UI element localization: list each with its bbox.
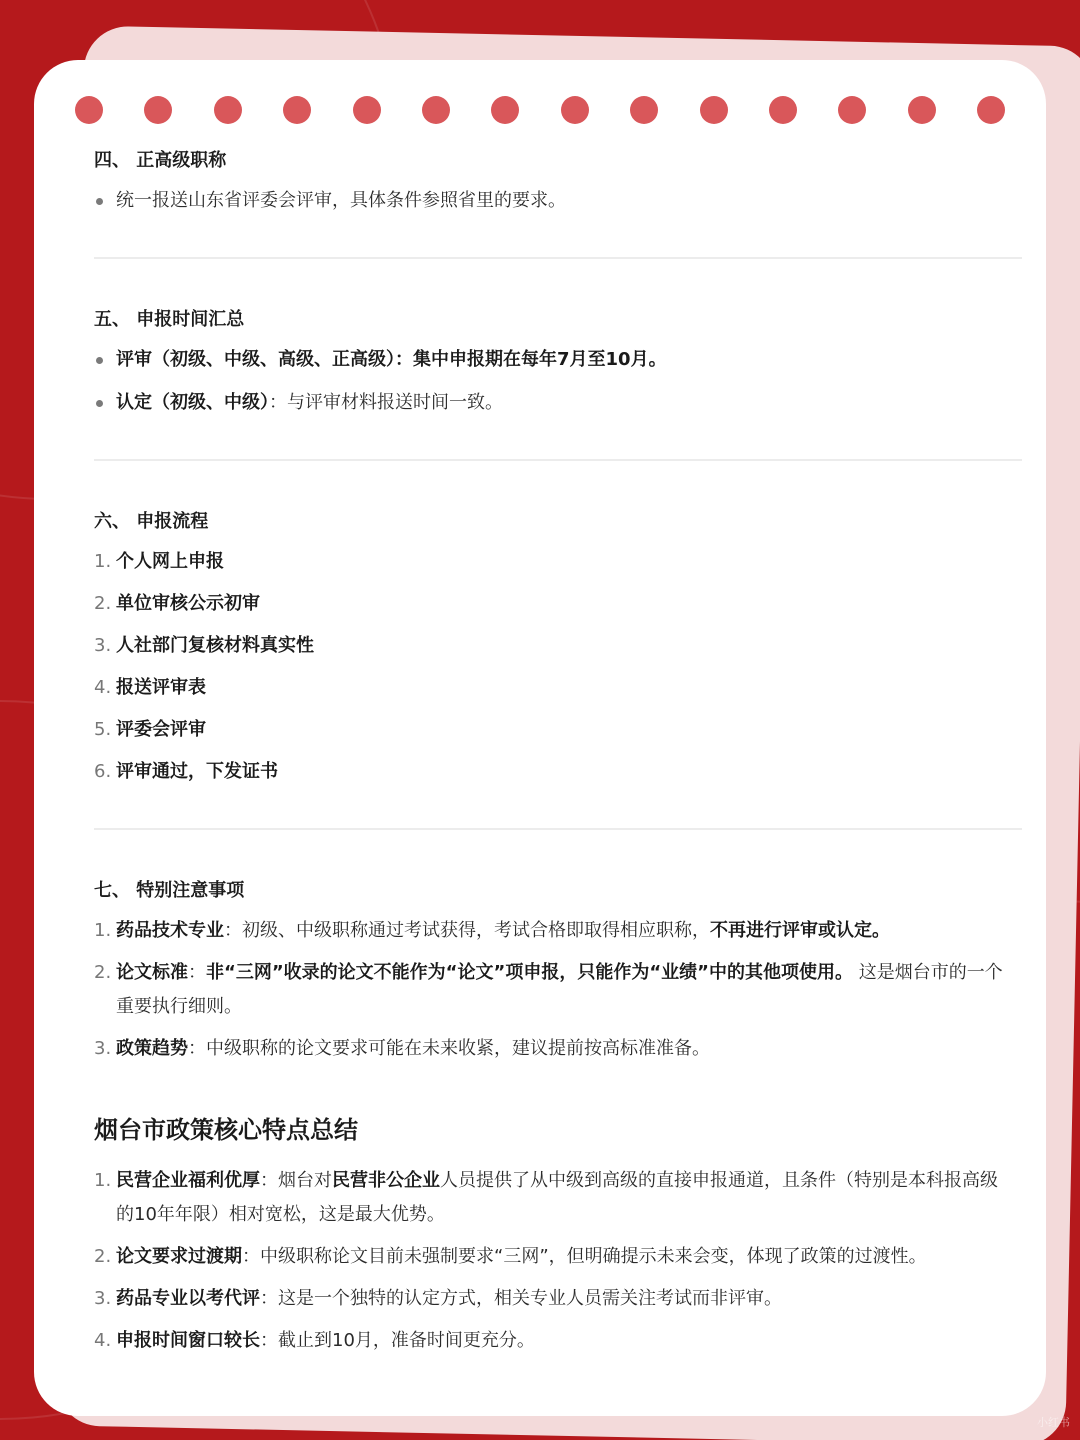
summary-item (94, 1282, 1014, 1316)
bold-text: 论文要求过渡期 (116, 1246, 242, 1267)
process-step (94, 671, 1014, 705)
plain-text: 这是烟台市的一个重要执行细则。 (116, 962, 1003, 1017)
watermark: 小红书 (1037, 1416, 1070, 1429)
section-5-bullet-2 (94, 386, 1014, 420)
process-step (94, 545, 1014, 579)
step-text: 人社部门复核材料真实性 (116, 635, 314, 656)
section-4-title: 四、 正高级职称 (94, 150, 227, 171)
item-number: 2. (94, 962, 112, 983)
binder-hole (491, 96, 519, 124)
plain-text: ：截止到10月，准备时间更充分。 (260, 1330, 535, 1351)
step-number: 4. (94, 677, 112, 698)
bold-text: 非“三网”收录的论文不能作为“论文”项申报，只能作为“业绩”中的其他项使用。 (206, 962, 853, 983)
bold-text: 申报时间窗口较长 (116, 1330, 260, 1351)
item-number: 1. (94, 1170, 112, 1191)
section-5-bullet-1 (94, 343, 1014, 377)
bullet-dot (96, 357, 103, 364)
summary-title: 烟台市政策核心特点总结 (94, 1116, 358, 1144)
divider (94, 828, 1022, 830)
step-number: 3. (94, 635, 112, 656)
notice-item (94, 956, 1014, 1024)
item-number: 1. (94, 920, 112, 941)
step-number: 6. (94, 761, 112, 782)
section-7-title: 七、 特别注意事项 (94, 880, 245, 901)
item-number: 3. (94, 1288, 112, 1309)
binder-hole (561, 96, 589, 124)
process-step (94, 629, 1014, 663)
summary-item (94, 1164, 1014, 1232)
notebook-card (34, 60, 1046, 1416)
step-number: 2. (94, 593, 112, 614)
plain-text: 人员提供了从中级到高级的直接申报通道，且条件（特别是本科报高级的10年年限）相对宽松，这是最大优势。 (116, 1170, 998, 1225)
bold-text: 论文标准 (116, 962, 188, 983)
binder-hole (75, 96, 103, 124)
step-number: 5. (94, 719, 112, 740)
divider (94, 459, 1022, 461)
bold-text: 民营非公企业 (332, 1170, 440, 1191)
bullet-text: 统一报送山东省评委会评审，具体条件参照省里的要求。 (116, 190, 566, 211)
item-number: 4. (94, 1330, 112, 1351)
binder-hole (977, 96, 1005, 124)
binder-hole (908, 96, 936, 124)
process-step (94, 755, 1014, 789)
bold-text: 政策趋势 (116, 1038, 188, 1059)
binder-hole (353, 96, 381, 124)
bold-text: 药品专业以考代评 (116, 1288, 260, 1309)
notice-item (94, 914, 1014, 948)
step-text: 报送评审表 (116, 677, 206, 698)
divider (94, 257, 1022, 259)
process-step (94, 713, 1014, 747)
section-4-bullet (94, 184, 1014, 218)
section-6-title: 六、 申报流程 (94, 511, 209, 532)
step-text: 评审通过，下发证书 (116, 761, 278, 782)
plain-text: ： (188, 962, 206, 983)
binder-hole (630, 96, 658, 124)
bold-text: 不再进行评审或认定。 (710, 920, 890, 941)
plain-text: ：中级职称论文目前未强制要求“三网”，但明确提示未来会变，体现了政策的过渡性。 (242, 1246, 927, 1267)
plain-text: ：与评审材料报送时间一致。 (269, 392, 503, 413)
step-text: 单位审核公示初审 (116, 593, 260, 614)
step-text: 评委会评审 (116, 719, 206, 740)
process-step (94, 587, 1014, 621)
summary-item (94, 1240, 1014, 1274)
step-text: 个人网上申报 (116, 551, 224, 572)
section-5-title: 五、 申报时间汇总 (94, 309, 245, 330)
binder-hole (283, 96, 311, 124)
step-number: 1. (94, 551, 112, 572)
binder-hole (700, 96, 728, 124)
binder-holes (34, 96, 1046, 124)
plain-text: ：烟台对 (260, 1170, 332, 1191)
binder-hole (422, 96, 450, 124)
binder-hole (769, 96, 797, 124)
bullet-dot (96, 198, 103, 205)
item-number: 2. (94, 1246, 112, 1267)
summary-item (94, 1324, 1014, 1358)
binder-hole (144, 96, 172, 124)
binder-hole (214, 96, 242, 124)
notice-item (94, 1032, 1014, 1066)
binder-hole (838, 96, 866, 124)
bullet-dot (96, 400, 103, 407)
bold-text: 民营企业福利优厚 (116, 1170, 260, 1191)
bold-text: 认定（初级、中级） (116, 392, 269, 413)
bold-text: 药品技术专业 (116, 920, 224, 941)
plain-text: ：初级、中级职称通过考试获得，考试合格即取得相应职称， (224, 920, 710, 941)
item-number: 3. (94, 1038, 112, 1059)
bold-text: 评审（初级、中级、高级、正高级）：集中申报期在每年7月至10月。 (116, 349, 667, 370)
plain-text: ：这是一个独特的认定方式，相关专业人员需关注考试而非评审。 (260, 1288, 782, 1309)
plain-text: ：中级职称的论文要求可能在未来收紧，建议提前按高标准准备。 (188, 1038, 710, 1059)
